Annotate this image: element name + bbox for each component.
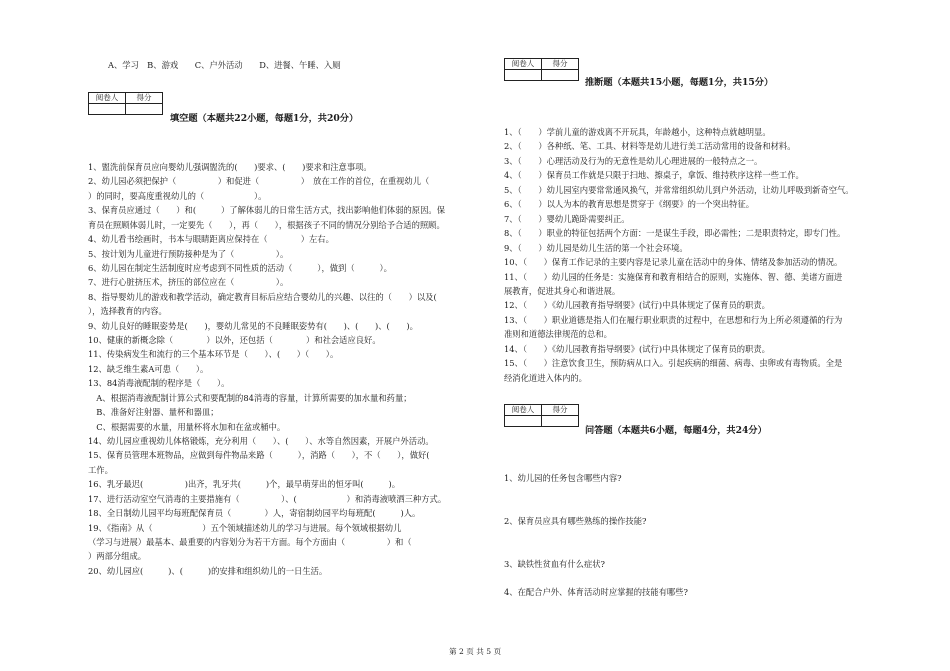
question-line: C、根据需要的水量，用量杯将水加和在盆或桶中。: [88, 421, 286, 432]
section-title-fill: 填空题（本题共22小题，每题1分，共20分）: [170, 113, 359, 124]
question-line: 17、进行活动室空气消毒的主要措施有（ ）、( ）和消毒液喷洒三种方式。: [88, 493, 447, 504]
question-line: 14、幼儿园应重视幼儿体格锻炼，充分利用（ ）、( ）、水等自然因素，开展户外活动。: [88, 435, 434, 446]
question-line: 14、（ ）《幼儿园教育指导纲要》(试行)中具体规定了保育员的职责。: [504, 343, 770, 354]
score-box-label-score: 得分: [126, 93, 163, 104]
question-line: 8、指导婴幼儿的游戏和教学活动，确定教育目标后应结合婴幼儿的兴趣、以往的（ ）以及(: [88, 291, 437, 302]
question-line: 2、幼儿园必须把保护（ ）和促进（ ） 放在工作的首位，在重视幼儿（: [88, 176, 430, 187]
question-line: 10、健康的新概念除（ ）以外，还包括（ ）和社会适应良好。: [88, 335, 381, 346]
question-line: 13、84消毒液配制的程序是（ ）。: [88, 378, 230, 389]
question-line: 12、（ ）《幼儿园教育指导纲要》(试行)中具体规定了保育员的职责。: [504, 300, 770, 311]
question-line: ）两部分组成。: [88, 551, 147, 562]
question-line: 4、幼儿看书绘画时，书本与眼睛距离应保持在（ ）左右。: [88, 234, 334, 245]
score-box-label-grader: 阅卷人: [505, 405, 542, 416]
question-line: 8、（ ）职业的特征包括两个方面：一是谋生手段，即必需性；二是职责特定，即专门性。: [504, 228, 846, 239]
question-line: 2、保育员应具有哪些熟练的操作技能?: [504, 516, 647, 526]
question-line: 3、缺铁性贫血有什么症状?: [504, 559, 605, 569]
question-line: 3、保育员应通过（ ）和( ）了解体弱儿的日常生活方式，找出影响他们体弱的原因。保: [88, 205, 445, 216]
question-line: 7、进行心脏挤压术，挤压的部位应在（ ）。: [88, 277, 289, 288]
question-line: 11、传染病发生和流行的三个基本环节是（ ）、( ）（ ）。: [88, 349, 339, 360]
question-line: ）的同时，要高度重视幼儿的（ ）。: [88, 190, 267, 201]
question-line: 育员在照顾体弱儿时，一定要先（ ），再（ ），根据孩子不同的情况分别给予合适的照顾。: [88, 219, 445, 230]
question-line: 1、盥洗前保育员应向婴幼儿强调盥洗的( )要求、( )要求和注意事项。: [88, 162, 372, 172]
question-line: 9、幼儿良好的睡眠姿势是( )，婴幼儿常见的不良睡眠姿势有( )、( )、( )。: [88, 320, 418, 331]
question-line: 5、（ ）幼儿园室内要常常通风换气，并常常组织幼儿到户外活动，让幼儿呼吸到新奇空气。: [504, 184, 854, 195]
score-box-label-score: 得分: [542, 405, 579, 416]
question-line: 1、（ ）学前儿童的游戏离不开玩具，年龄越小，这种特点就越明显。: [504, 127, 771, 137]
score-box-fill: [88, 92, 163, 115]
score-box-qa: [504, 404, 579, 427]
question-line: 16、乳牙最迟( )出齐，乳牙共( )个，最早萌芽出的恒牙叫( )。: [88, 479, 401, 490]
score-box-label-grader: 阅卷人: [89, 93, 126, 104]
question-line: 19、《指南》从（ ）五个领域描述幼儿的学习与进展。每个领域根据幼儿: [88, 522, 402, 533]
top-options-line: A、学习 B、游戏 C、户外活动 D、进餐、午睡、入厕: [108, 60, 341, 70]
question-line: 3、（ ）心理活动及行为的无意性是幼儿心理进展的一般特点之一。: [504, 155, 763, 166]
question-line: 经消化道进入体内的。: [504, 372, 587, 383]
score-box-label-grader: 阅卷人: [505, 59, 542, 70]
question-line: 2、（ ）各种纸、笔、工具、材料等是幼儿进行美工活动常用的设备和材料。: [504, 141, 796, 152]
question-line: 7、（ ）婴幼儿跪卧需要纠正。: [504, 213, 630, 224]
section-title-judge: 推断题（本题共15小题，每题1分，共15分）: [585, 77, 774, 88]
question-line: （学习与进展）最基本、最重要的内容划分为若干方面。每个方面由（ ）和（: [88, 536, 412, 547]
page-footer: 第 2 页 共 5 页: [448, 647, 502, 656]
score-box-label-score: 得分: [542, 59, 579, 70]
question-line: B、准备好注射器、量杯和器皿；: [88, 407, 219, 418]
question-line: A、根据消毒液配制计算公式和要配制的84消毒的容量，计算所需要的加水量和药量；: [88, 392, 412, 403]
question-line: 5、按计划为儿童进行预防接种是为了（ ）。: [88, 248, 289, 259]
question-line: 15、（ ）注意饮食卫生，预防病从口入。引起疾病的细菌、病毒、虫卵或有毒物质。全是: [504, 358, 843, 369]
section-title-qa: 问答题（本题共6小题，每题4分，共24分）: [585, 425, 767, 436]
question-line: 20、幼儿园应( )、( )的安排和组织幼儿的一日生活。: [88, 565, 328, 576]
question-line: 展教育，促进其身心和谐进展。: [504, 285, 621, 296]
question-line: 4、（ ）保育员工作就是只限于扫地、擦桌子，拿饭、维持秩序这样一些工作。: [504, 170, 804, 181]
question-line: 6、幼儿园在制定生活制度时应考虑到不同性质的活动（ ），做到（ ）。: [88, 262, 392, 273]
question-line: 12、缺乏维生素A可患（ ）。: [88, 363, 209, 374]
score-box-judge: [504, 58, 579, 81]
question-line: 11、（ ）幼儿园的任务是：实施保育和教育相结合的原则，实施体、智、德、美诸方面进: [504, 271, 843, 282]
question-line: 准则和道德法律规范的总和。: [504, 329, 612, 340]
question-line: 1、幼儿园的任务包含哪些内容?: [504, 473, 622, 483]
question-line: 10、（ ）保育工作记录的主要内容是记录儿童在活动中的身体、情绪及参加活动的情况。: [504, 257, 843, 268]
question-line: 15、保育员管理本班物品，应做到每件物品来路（ ），消路（ ），不（ ），做好(: [88, 450, 447, 461]
question-line: ），选择教育的内容。: [88, 306, 167, 317]
question-line: 13、（ ）职业道德是指人们在履行职业职责的过程中，在思想和行为上所必须遵循的行为: [504, 314, 843, 325]
question-line: 18、全日制幼儿园平均每班配保育员（ ）人，寄宿制幼园平均每班配( )人。: [88, 508, 421, 519]
question-line: 6、（ ）以人为本的教育思想是贯穿于《纲要》的一个突出特征。: [504, 199, 755, 210]
question-line: 9、（ ）幼儿园是幼儿生活的第一个社会环境。: [504, 242, 688, 253]
question-line: 工作。: [88, 464, 113, 475]
question-line: 4、在配合户外、体育活动时应掌握的技能有哪些?: [504, 587, 688, 597]
